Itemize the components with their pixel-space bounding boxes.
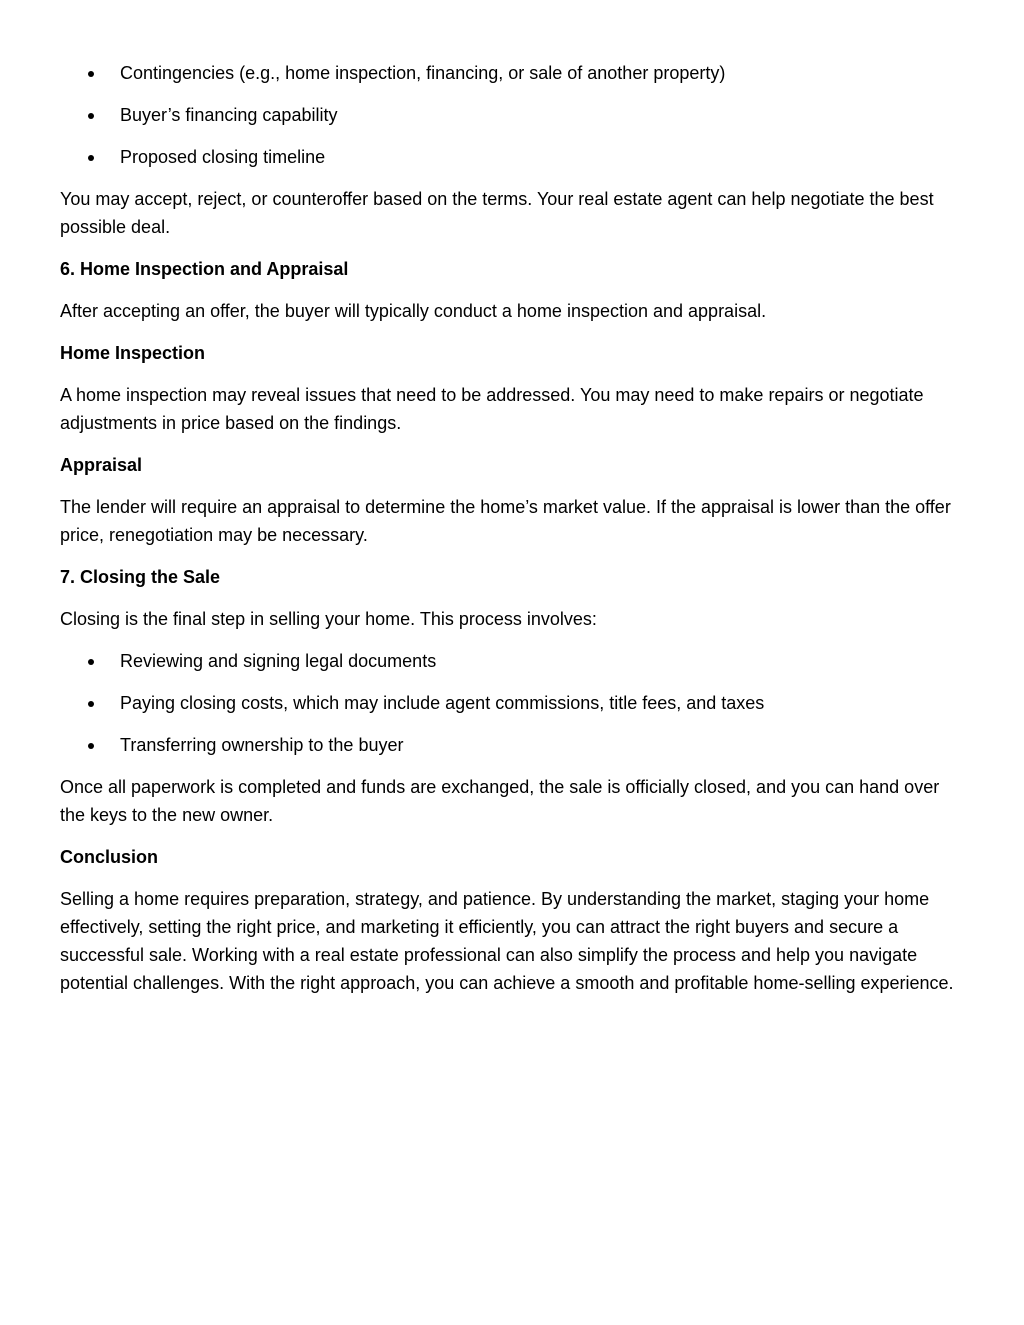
conclusion-paragraph: Selling a home requires preparation, strategy, and patience. By understanding the market, staging your home effectively, setting the right price, and marketing it efficiently, you can attract the right buyers and secure a successful sale. Working with a real estate professional can also simplify the process and help you navigate potential challenges. With the right approach, you can achieve a smooth and profitable home-selling experience. <box>60 889 954 993</box>
list-item-text: Reviewing and signing legal documents <box>120 651 437 671</box>
bullet-icon <box>88 113 94 119</box>
section-heading-closing: 7. Closing the Sale <box>60 567 221 587</box>
list-item-text: Proposed closing timeline <box>120 147 326 167</box>
section-heading-conclusion: Conclusion <box>60 847 158 867</box>
offer-terms-list <box>60 59 964 171</box>
closing-steps-list <box>60 647 964 759</box>
subheading-home-inspection: Home Inspection <box>60 343 206 363</box>
list-item <box>60 689 964 717</box>
closing-final-paragraph: Once all paperwork is completed and funds are exchanged, the sale is officially closed, and you can hand over the keys to the new owner. <box>60 777 940 825</box>
after-accepting-paragraph: After accepting an offer, the buyer will typically conduct a home inspection and appraisal. <box>60 301 767 321</box>
list-item <box>60 59 964 87</box>
subheading-appraisal: Appraisal <box>60 455 143 475</box>
counteroffer-paragraph: You may accept, reject, or counteroffer based on the terms. Your real estate agent can help negotiate the best possible deal. <box>60 189 934 237</box>
list-item <box>60 101 964 129</box>
bullet-icon <box>88 71 94 77</box>
appraisal-paragraph: The lender will require an appraisal to determine the home’s market value. If the appraisal is lower than the offer price, renegotiation may be necessary. <box>60 497 951 545</box>
list-item <box>60 647 964 675</box>
section-heading-inspection-appraisal: 6. Home Inspection and Appraisal <box>60 259 349 279</box>
bullet-icon <box>88 701 94 707</box>
list-item-text: Paying closing costs, which may include agent commissions, title fees, and taxes <box>120 693 765 713</box>
list-item <box>60 731 964 759</box>
list-item-text: Buyer’s financing capability <box>120 105 338 125</box>
list-item-text: Transferring ownership to the buyer <box>120 735 404 755</box>
list-item-text: Contingencies (e.g., home inspection, financing, or sale of another property) <box>120 63 726 83</box>
home-inspection-paragraph: A home inspection may reveal issues that need to be addressed. You may need to make repairs or negotiate adjustments in price based on the findings. <box>60 385 924 433</box>
list-item <box>60 143 964 171</box>
closing-intro-paragraph: Closing is the final step in selling your home. This process involves: <box>60 609 597 629</box>
bullet-icon <box>88 155 94 161</box>
bullet-icon <box>88 659 94 665</box>
bullet-icon <box>88 743 94 749</box>
